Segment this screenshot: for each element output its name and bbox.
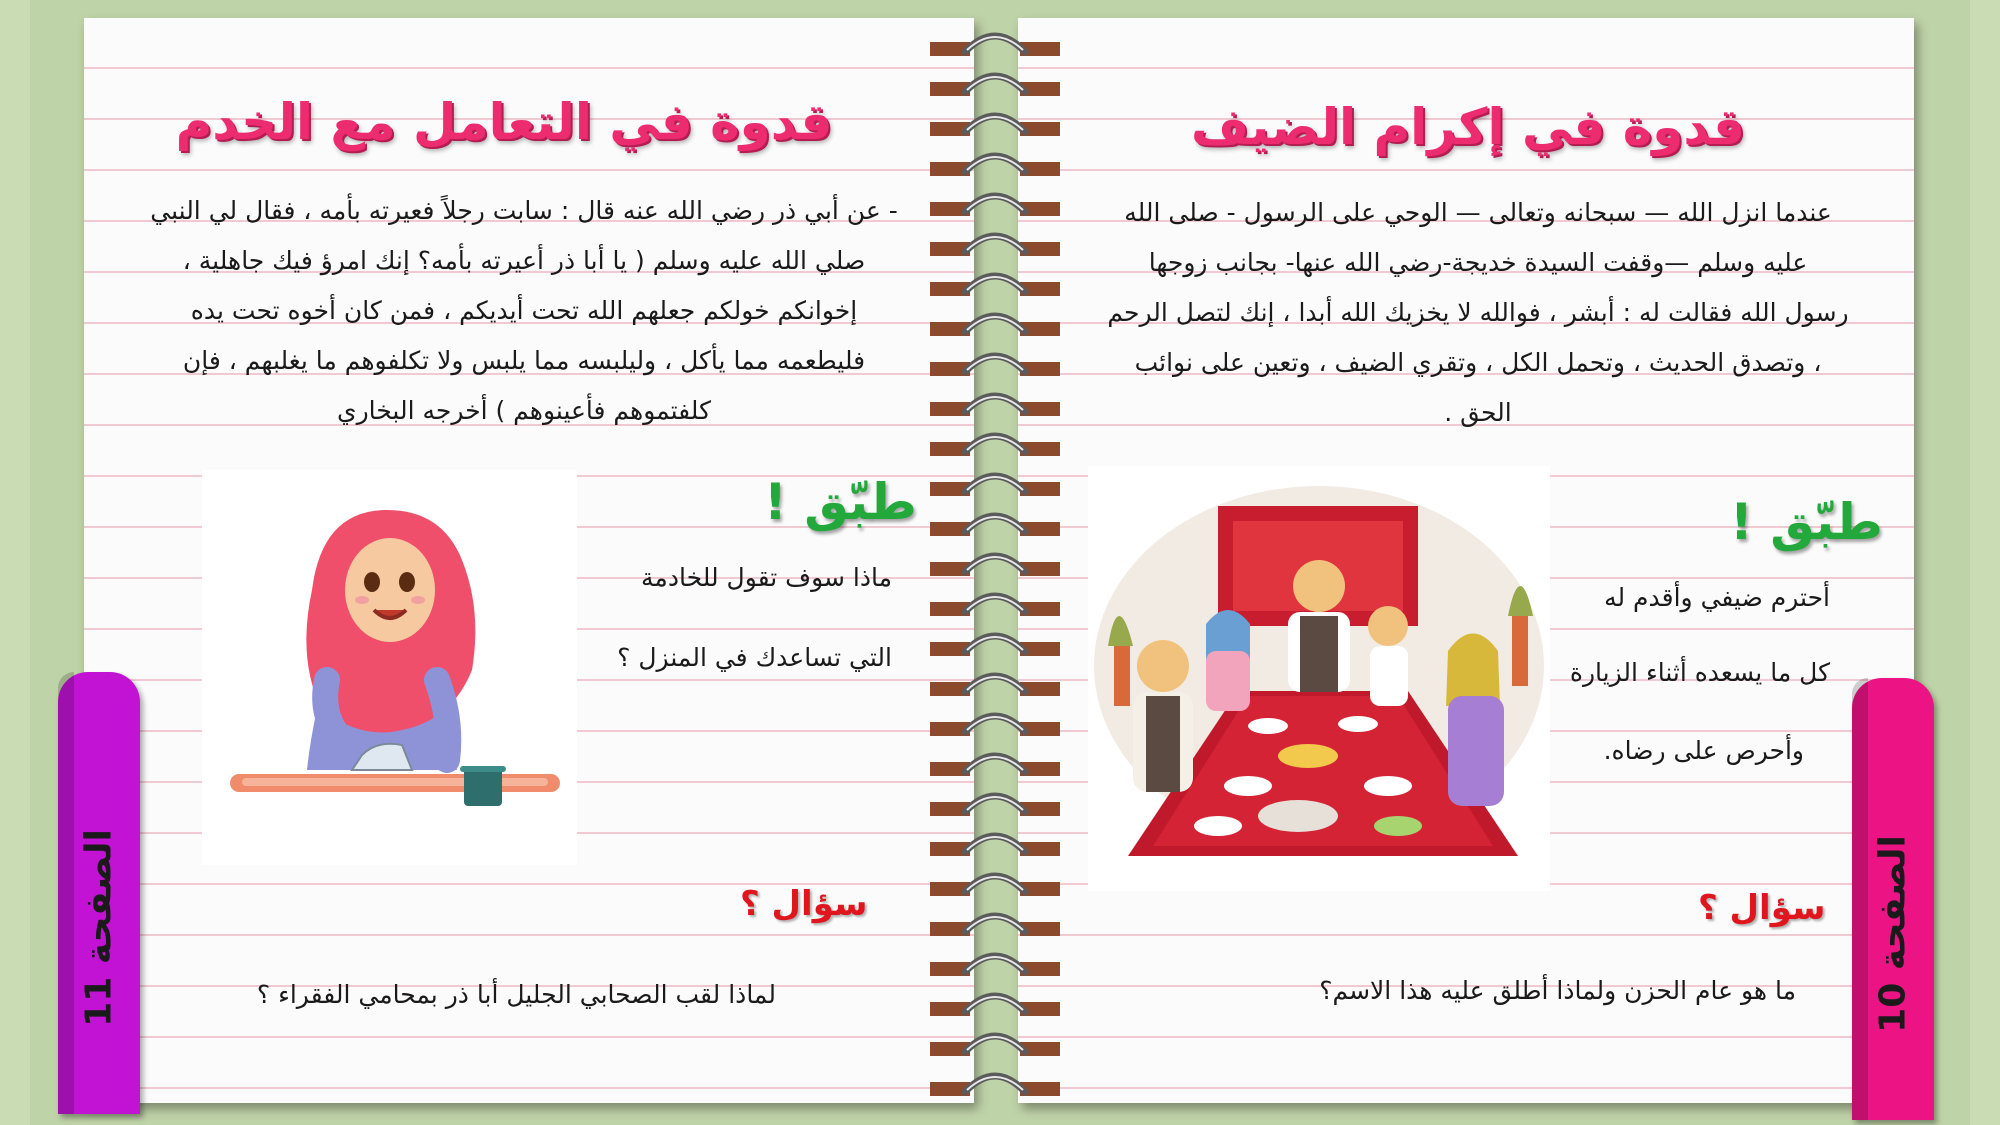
right-page-title: قدوة في إكرام الضيف [1190, 98, 1745, 156]
body-line: كلفتموهم فأعينوهم ) أخرجه البخاري [337, 396, 711, 425]
binding-ring-icon [930, 1076, 1060, 1096]
right-apply-line-2: كل ما يسعده أثناء الزيارة [1569, 658, 1830, 687]
binding-ring-icon [930, 636, 1060, 656]
binding-ring-icon [930, 196, 1060, 216]
right-question-heading: سؤال ؟ [1698, 888, 1826, 928]
body-line: صلي الله عليه وسلم ( يا أبا ذر أعيرته بأمه؟ إنك امرؤ فيك جاهلية ، [182, 246, 866, 275]
left-apply-heading: طبّق ! [764, 473, 917, 531]
binding-ring-icon [930, 796, 1060, 816]
binding-ring-icon [930, 516, 1060, 536]
binding-ring-icon [930, 996, 1060, 1016]
binding-ring-icon [930, 156, 1060, 176]
page-10-tab [1852, 678, 1934, 1120]
binding-ring-icon [930, 476, 1060, 496]
body-line: إخوانكم خولكم جعلهم الله تحت أيديكم ، فمن كان أخوه تحت يده [190, 296, 858, 325]
body-line: عندما انزل الله — سبحانه وتعالى — الوحي على الرسول - صلى الله [1124, 198, 1832, 227]
binding-ring-icon [930, 916, 1060, 936]
binding-ring-icon [930, 956, 1060, 976]
girl-ironing-illustration [202, 470, 577, 865]
binding-ring-icon [930, 276, 1060, 296]
spiral-binding-icon [925, 20, 1065, 1110]
body-line: عليه وسلم —وقفت السيدة خديجة-رضي الله عنها- بجانب زوجها [1148, 248, 1808, 277]
left-question-heading: سؤال ؟ [740, 884, 868, 924]
right-apply-line-1: أحترم ضيفي وأقدم له [1604, 583, 1830, 612]
right-apply-line-3: وأحرص على رضاه. [1603, 736, 1804, 765]
tab-shade [58, 672, 74, 1114]
family-dinner-illustration [1088, 466, 1550, 891]
binding-ring-icon [930, 836, 1060, 856]
binding-ring-icon [930, 36, 1060, 56]
binding-ring-icon [930, 396, 1060, 416]
binding-ring-icon [930, 236, 1060, 256]
binding-ring-icon [930, 556, 1060, 576]
left-apply-line-1: ماذا سوف تقول للخادمة [641, 563, 892, 592]
binding-ring-icon [930, 756, 1060, 776]
right-page-body [1048, 188, 1908, 438]
binding-ring-icon [930, 316, 1060, 336]
binding-ring-icon [930, 676, 1060, 696]
body-line: الحق . [1444, 398, 1512, 427]
body-line: ، وتصدق الحديث ، وتحمل الكل ، وتقري الضيف ، وتعين على نوائب [1134, 348, 1822, 377]
binding-ring-icon [930, 76, 1060, 96]
binding-ring-icon [930, 876, 1060, 896]
body-line: - عن أبي ذر رضي الله عنه قال : سابت رجلاً فعيرته بأمه ، فقال لي النبي [150, 196, 898, 225]
binding-ring-icon [930, 1036, 1060, 1056]
binding-ring-icon [930, 436, 1060, 456]
left-page-title: قدوة في التعامل مع الخدم [175, 93, 833, 151]
left-page-body [94, 186, 954, 436]
right-question-text: ما هو عام الحزن ولماذا أطلق عليه هذا الاسم؟ [1319, 976, 1796, 1005]
page-10-label: الصفحة 10 [1872, 835, 1914, 1034]
page-11-tab [58, 672, 140, 1114]
body-line: رسول الله فقالت له : أبشر ، فوالله لا يخزيك الله أبدا ، إنك لتصل الرحم [1107, 298, 1849, 327]
binding-ring-icon [930, 356, 1060, 376]
right-apply-heading: طبّق ! [1730, 493, 1883, 551]
right-page [1018, 18, 1914, 1103]
page-11-label: الصفحة 11 [78, 829, 120, 1028]
left-page [84, 18, 974, 1103]
binding-ring-icon [930, 716, 1060, 736]
left-apply-line-2: التي تساعدك في المنزل ؟ [617, 643, 892, 672]
binding-ring-icon [930, 596, 1060, 616]
tab-shade [1852, 678, 1868, 1120]
body-line: فليطعمه مما يأكل ، وليلبسه مما يلبس ولا تكلفوهم ما يغلبهم ، فإن [182, 346, 866, 375]
binding-ring-icon [930, 116, 1060, 136]
left-question-text: لماذا لقب الصحابي الجليل أبا ذر بمحامي الفقراء ؟ [256, 980, 776, 1009]
